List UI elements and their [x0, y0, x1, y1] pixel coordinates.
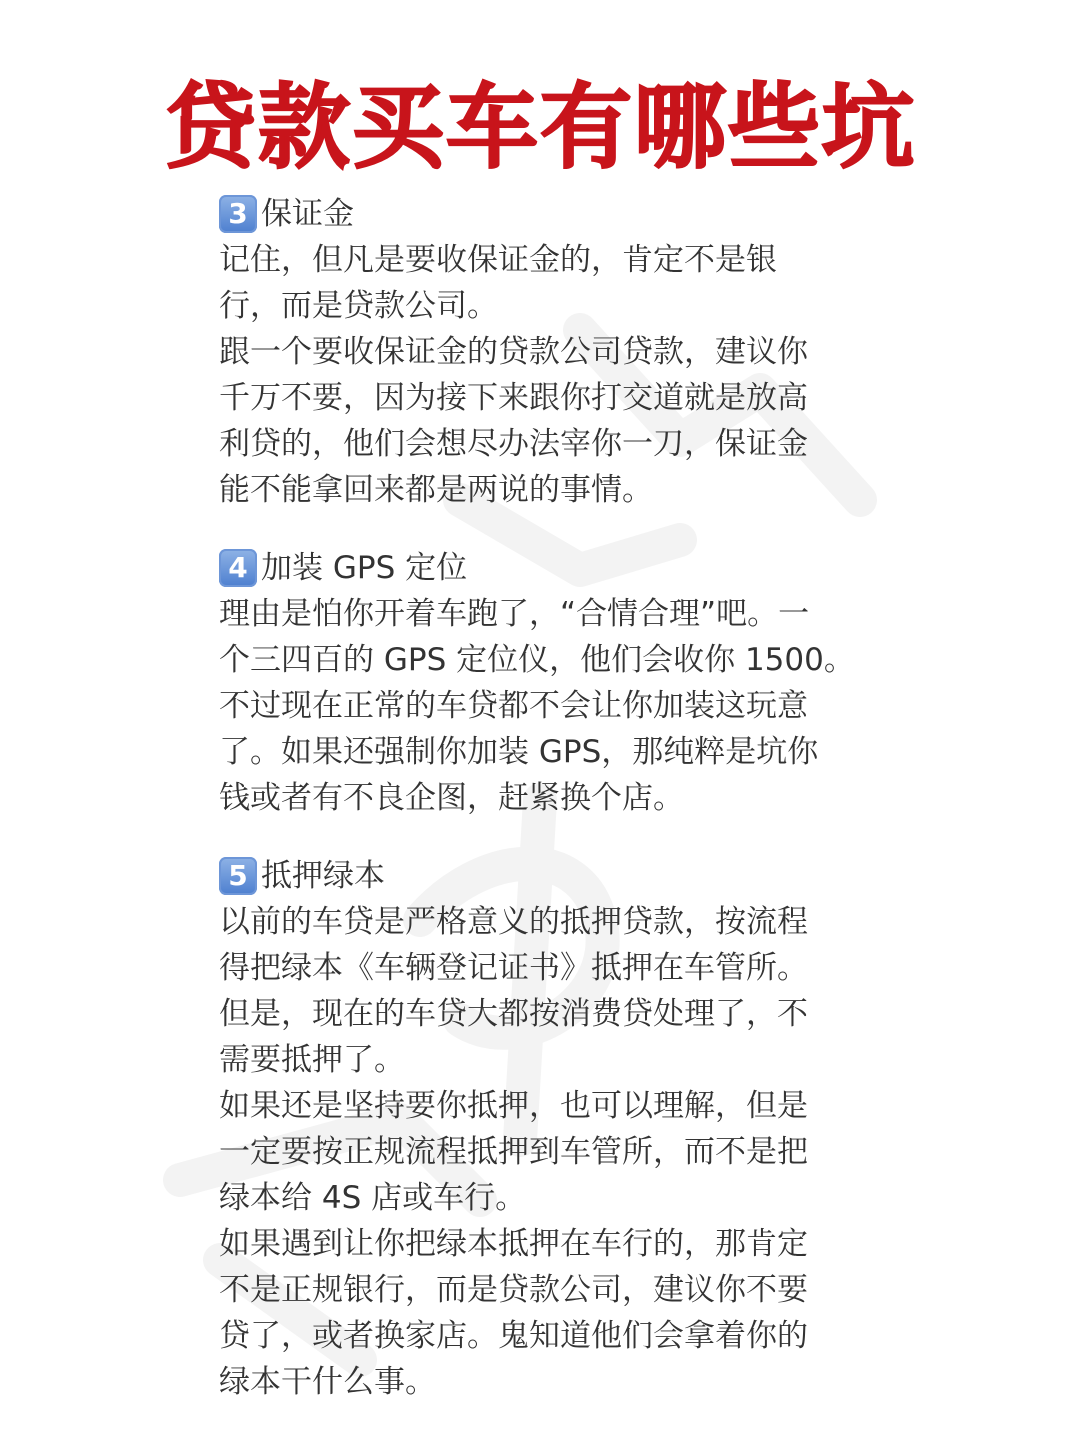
- paragraph-line: 理由是怕你开着车跑了，“合情合理”吧。一: [219, 596, 810, 632]
- paragraph-line: 利贷的，他们会想尽办法宰你一刀，保证金: [219, 426, 808, 462]
- section-heading-label: 抵押绿本: [261, 858, 385, 894]
- paragraph-line: 跟一个要收保证金的贷款公司贷款，建议你: [219, 334, 808, 370]
- paragraph-line: 如果还是坚持要你抵押，也可以理解，但是: [219, 1088, 808, 1124]
- paragraph-line: 一定要按正规流程抵押到车管所，而不是把: [219, 1134, 808, 1170]
- paragraph-line: 以前的车贷是严格意义的抵押贷款，按流程: [219, 904, 808, 940]
- paragraph-line: 个三四百的 GPS 定位仪，他们会收你 1500。: [219, 642, 855, 678]
- article-body: [219, 191, 859, 1405]
- keycap-4-icon: 4: [219, 549, 257, 587]
- section-heading-3: [219, 191, 859, 237]
- section-heading-label: 保证金: [261, 196, 354, 232]
- paragraph-line: 不是正规银行，而是贷款公司，建议你不要: [219, 1272, 808, 1308]
- paragraph-line: 行，而是贷款公司。: [219, 288, 498, 324]
- section-heading-5: [219, 853, 859, 899]
- paragraph-line: 绿本给 4S 店或车行。: [219, 1180, 527, 1216]
- paragraph-line: 需要抵押了。: [219, 1042, 405, 1078]
- paragraph-line: 千万不要，因为接下来跟你打交道就是放高: [219, 380, 808, 416]
- page-title: 贷款买车有哪些坑: [163, 74, 916, 181]
- paragraph-line: 绿本干什么事。: [219, 1364, 436, 1400]
- paragraph-line: 钱或者有不良企图，赶紧换个店。: [219, 780, 684, 816]
- paragraph-line: 记住，但凡是要收保证金的，肯定不是银: [219, 242, 777, 278]
- paragraph-line: 但是，现在的车贷大都按消费贷处理了，不: [219, 996, 808, 1032]
- paragraph-line: 不过现在正常的车贷都不会让你加装这玩意: [219, 688, 808, 724]
- keycap-3-icon: 3: [219, 195, 257, 233]
- section-heading-4: [219, 545, 859, 591]
- paragraph-line: 能不能拿回来都是两说的事情。: [219, 472, 653, 508]
- section-heading-label: 加装 GPS 定位: [261, 550, 468, 586]
- paragraph-line: 得把绿本《车辆登记证书》抵押在车管所。: [219, 950, 808, 986]
- keycap-5-icon: 5: [219, 857, 257, 895]
- paragraph-line: 贷了，或者换家店。鬼知道他们会拿着你的: [219, 1318, 808, 1354]
- paragraph-line: 如果遇到让你把绿本抵押在车行的，那肯定: [219, 1226, 808, 1262]
- paragraph-line: 了。如果还强制你加装 GPS，那纯粹是坑你: [219, 734, 819, 770]
